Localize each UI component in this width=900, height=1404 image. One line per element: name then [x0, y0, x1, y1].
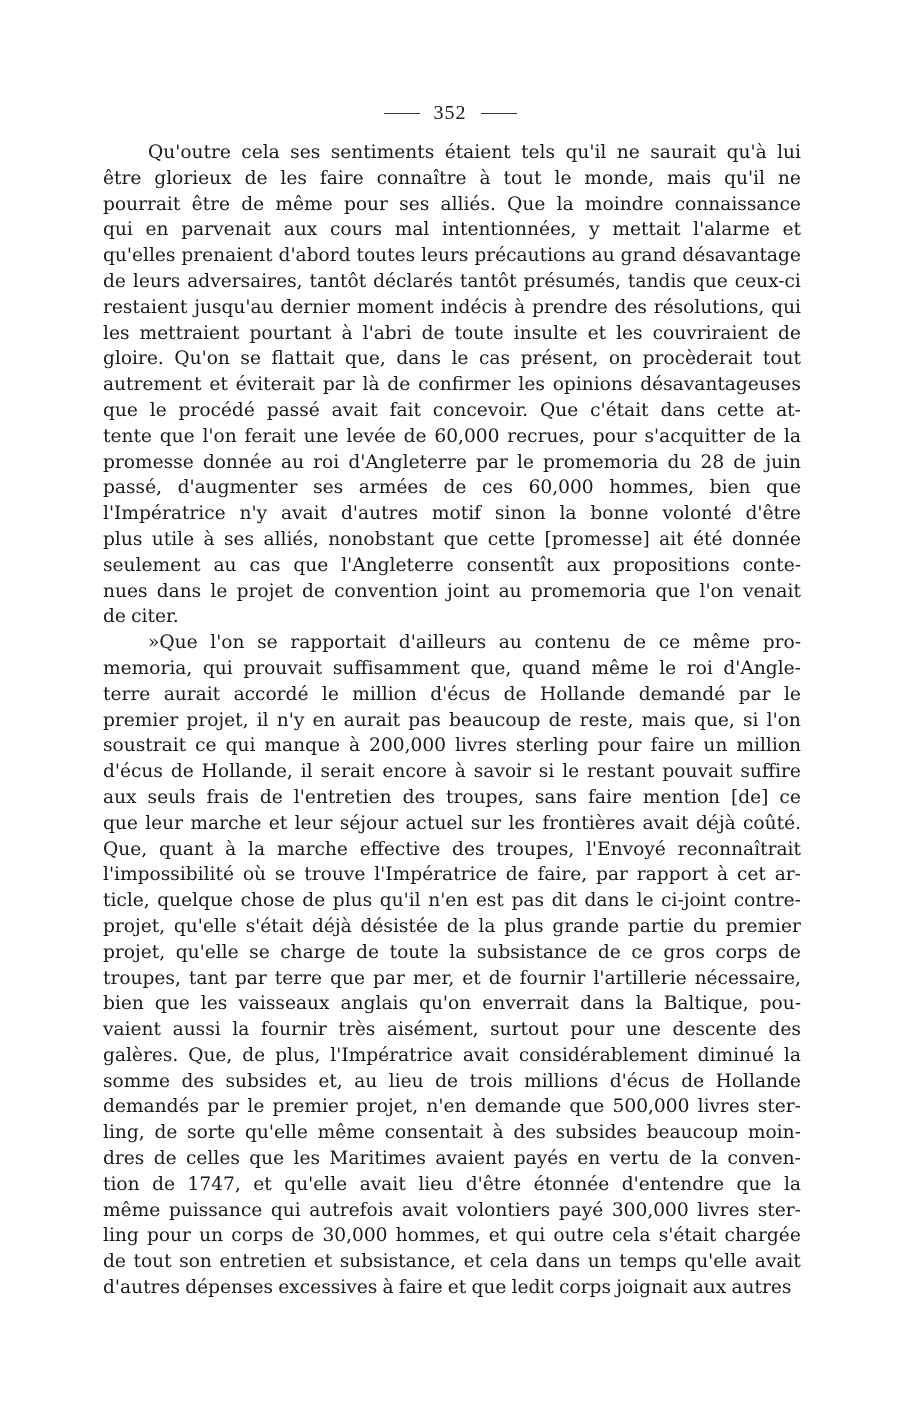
text-line: projet, qu'elle se charge de toute la subsistance de ce gros corps de: [103, 941, 801, 963]
text-line: qu'elles prenaient d'abord toutes leurs précautions au grand désavantage: [103, 245, 801, 267]
text-line: que le procédé passé avait fait concevoir. Que c'était dans cette at-: [103, 399, 801, 421]
text-line: »Que l'on se rapportait d'ailleurs au contenu de ce même pro-: [148, 632, 801, 654]
text-line: troupes, tant par terre que par mer, et de fournir l'artillerie nécessaire,: [103, 967, 801, 989]
text-line: promesse donnée au roi d'Angleterre par le promemoria du 28 de juin: [103, 451, 801, 473]
text-line: ling pour un corps de 30,000 hommes, et qui outre cela s'était chargée: [103, 1225, 801, 1247]
text-line: tion de 1747, et qu'elle avait lieu d'être étonnée d'entendre que la: [103, 1173, 801, 1195]
text-line: memoria, qui prouvait suffisamment que, quand même le roi d'Angle-: [103, 657, 801, 679]
text-line: bien que les vaisseaux anglais qu'on enverrait dans la Baltique, pou-: [103, 993, 801, 1015]
text-line: terre aurait accordé le million d'écus de Hollande demandé par le: [103, 683, 801, 705]
text-line: soustrait ce qui manque à 200,000 livres sterling pour faire un million: [103, 735, 801, 757]
text-line: de leurs adversaires, tantôt déclarés tantôt présumés, tandis que ceux-ci: [103, 270, 801, 292]
text-line: tente que l'on ferait une levée de 60,000 recrues, pour s'acquitter de la: [103, 425, 801, 447]
text-line: somme des subsides et, au lieu de trois millions d'écus de Hollande: [103, 1070, 801, 1092]
text-line: d'écus de Hollande, il serait encore à savoir si le restant pouvait suffire: [103, 761, 801, 783]
text-line: aux seuls frais de l'entretien des troupes, sans faire mention [de] ce: [103, 786, 801, 808]
paragraph: [103, 140, 801, 630]
body-text: [103, 140, 801, 1301]
text-line: l'Impératrice n'y avait d'autres motif sinon la bonne volonté d'être: [103, 503, 801, 525]
text-line: ticle, quelque chose de plus qu'il n'en est pas dit dans le ci-joint contre-: [103, 890, 801, 912]
text-line: d'autres dépenses excessives à faire et que ledit corps joignait aux autres: [103, 1277, 792, 1299]
page-number: 352: [433, 101, 467, 124]
text-line: que leur marche et leur séjour actuel sur les frontières avait déjà coûté.: [103, 812, 801, 834]
text-line: premier projet, il n'y en aurait pas beaucoup de reste, mais que, si l'on: [103, 709, 801, 731]
text-line: gloire. Qu'on se flattait que, dans le cas présent, on procèderait tout: [103, 348, 801, 370]
text-line: Que, quant à la marche effective des troupes, l'Envoyé reconnaîtrait: [103, 838, 801, 860]
text-line: projet, qu'elle s'était déjà désistée de la plus grande partie du premier: [103, 915, 801, 937]
text-line: galères. Que, de plus, l'Impératrice avait considérablement diminué la: [103, 1044, 801, 1066]
text-line: demandés par le premier projet, n'en demande que 500,000 livres ster-: [103, 1096, 801, 1118]
header-rule-right: [481, 113, 517, 114]
page-header: [0, 98, 900, 128]
text-line: nues dans le projet de convention joint au promemoria que l'on venait: [103, 580, 801, 602]
text-line: restaient jusqu'au dernier moment indécis à prendre des résolutions, qui: [103, 296, 801, 318]
paragraph: [103, 630, 801, 1301]
header-rule-left: [384, 113, 420, 114]
text-line: être glorieux de les faire connaître à tout le monde, mais qu'il ne: [103, 167, 801, 189]
text-line: seulement au cas que l'Angleterre consentît aux propositions conte-: [103, 554, 801, 576]
text-line: même puissance qui autrefois avait volontiers payé 300,000 livres ster-: [103, 1199, 801, 1221]
text-line: plus utile à ses alliés, nonobstant que cette [promesse] ait été donnée: [103, 528, 801, 550]
text-line: les mettraient pourtant à l'abri de toute insulte et les couvriraient de: [103, 322, 801, 344]
text-line: de tout son entretien et subsistance, et cela dans un temps qu'elle avait: [103, 1251, 801, 1273]
text-line: dres de celles que les Maritimes avaient payés en vertu de la conven-: [103, 1148, 801, 1170]
text-line: pourrait être de même pour ses alliés. Que la moindre connaissance: [103, 193, 801, 215]
text-line: de citer.: [103, 606, 179, 628]
text-line: ling, de sorte qu'elle même consentait à des subsides beaucoup moin-: [103, 1122, 801, 1144]
text-line: vaient aussi la fournir très aisément, surtout pour une descente des: [103, 1019, 801, 1041]
text-line: qui en parvenait aux cours mal intentionnées, y mettait l'alarme et: [103, 219, 801, 241]
text-line: l'impossibilité où se trouve l'Impératrice de faire, par rapport à cet ar-: [103, 864, 801, 886]
text-line: autrement et éviterait par là de confirmer les opinions désavantageuses: [103, 374, 801, 396]
text-line: Qu'outre cela ses sentiments étaient tels qu'il ne saurait qu'à lui: [148, 142, 801, 163]
text-line: passé, d'augmenter ses armées de ces 60,000 hommes, bien que: [103, 477, 801, 499]
